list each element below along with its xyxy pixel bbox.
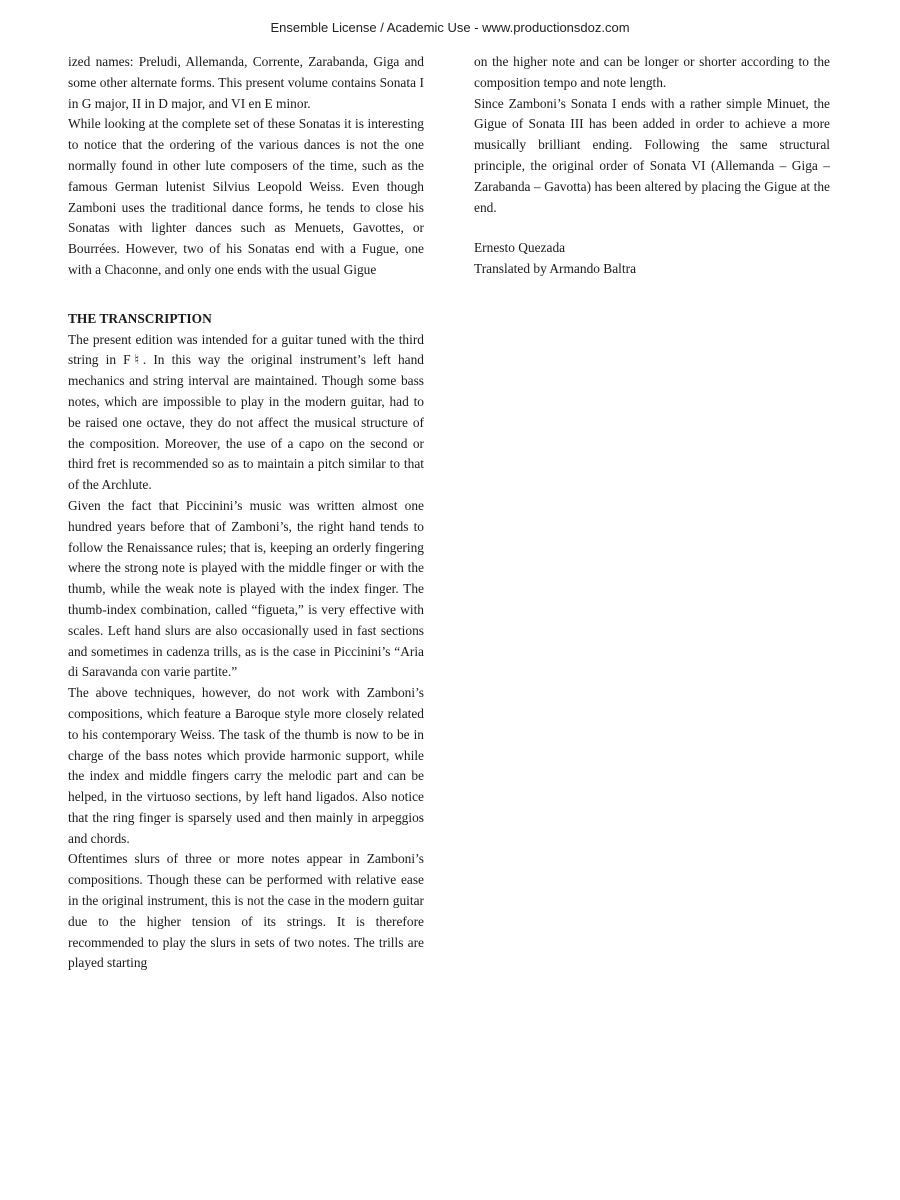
left-column [68,52,424,974]
section-heading: THE TRANSCRIPTION [68,310,212,326]
page-header: Ensemble License / Academic Use - www.productionsdoz.com [270,20,630,35]
paragraph: ized names: Preludi, Allemanda, Corrente, Zarabanda, Giga and some other alternate forms. This present volume contains Sonata I in G major, II in D major, and VI en E minor. [68,54,424,111]
signature-block [474,238,830,280]
right-column [474,52,830,280]
paragraph: on the higher note and can be longer or shorter according to the composition tempo and note length. [474,54,830,90]
paragraph: Given the fact that Piccinini’s music was written almost one hundred years before that of Zamboni’s, the right hand tends to follow the Renaissance rules; that is, keeping an orderly fingering where the strong note is played with the middle finger or with the thumb, while the weak note is played with the index finger. The thumb-index combination, called “figueta,” is very effective with scales. Left hand slurs are also occasionally used in fast sections and sometimes in cadenza trills, as is the case in Piccinini’s “Aria di Saravanda con varie partite.” [68,497,424,680]
translator-credit: Translated by Armando Baltra [474,261,637,277]
paragraph: While looking at the complete set of these Sonatas it is interesting to notice that the ordering of the various dances is not the one normally found in other lute composers of the time, such as the famous German lutenist Silvius Leopold Weiss. Even though Zamboni uses the traditional dance forms, he tends to close his Sonatas with lighter dances such as Menuets, Gavottes, or Bourrées. However, two of his Sonatas end with a Fugue, one with a Chaconne, and only one ends with the usual Gigue [68,116,424,277]
paragraph: The present edition was intended for a guitar tuned with the third string in F♮. In this way the original instrument’s left hand mechanics and string interval are maintained. Though some bass notes, which are impossible to play in the modern guitar, had to be raised one octave, they do not affect the musical structure of the composition. Moreover, the use of a capo on the second or third fret is recommended so as to maintain a pitch similar to that of the Archlute. [68,331,424,493]
paragraph: The above techniques, however, do not work with Zamboni’s compositions, which feature a Baroque style more closely related to his contemporary Weiss. The task of the thumb is now to be in charge of the bass notes which provide harmonic support, while the index and middle fingers carry the melodic part and can be helped, in the virtuoso sections, by left hand ligados. Also notice that the ring finger is sparsely used and then mainly in arpeggios and chords. [68,685,424,846]
author-name: Ernesto Quezada [474,240,566,256]
paragraph: Oftentimes slurs of three or more notes appear in Zamboni’s compositions. Though these can be performed with relative ease in the original instrument, this is not the case in the modern guitar due to the higher tension of its strings. It is therefore recommended to play the slurs in sets of two notes. The trills are played starting [68,851,424,971]
paragraph: Since Zamboni’s Sonata I ends with a rather simple Minuet, the Gigue of Sonata III has been added in order to achieve a more musically brilliant ending. Following the same structural principle, the original order of Sonata VI (Allemanda – Giga – Zarabanda – Gavotta) has been altered by placing the Gigue at the end. [474,95,830,215]
